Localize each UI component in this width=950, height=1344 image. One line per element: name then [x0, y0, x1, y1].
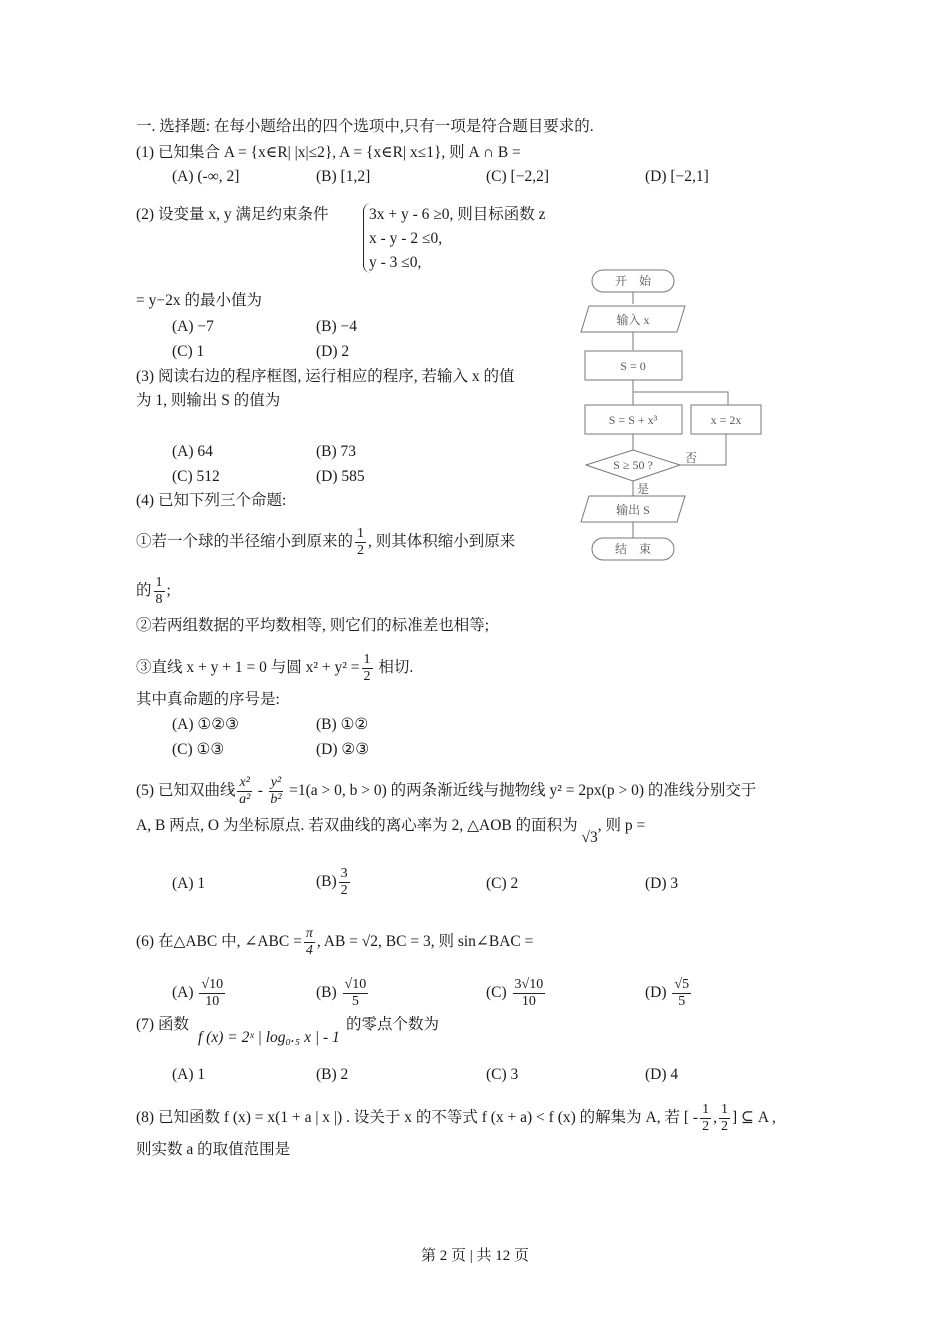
q3-text-cont: 为 1, 则输出 S 的值为 — [136, 392, 281, 409]
q4-option-b: (B) ①② — [316, 716, 369, 733]
q4-proposition-3 — [136, 652, 413, 685]
text: 的 — [136, 582, 152, 600]
denominator: 2 — [720, 1119, 728, 1134]
numerator: √10 — [201, 977, 224, 992]
numerator: 3√10 — [514, 977, 544, 992]
denominator: 5 — [678, 994, 686, 1009]
q4-p1-text-cont: , 则其体积缩小到原来 — [368, 533, 516, 551]
q7-option-b: (B) 2 — [316, 1066, 349, 1083]
text: , 则 p = — [597, 817, 646, 834]
text: - — [253, 782, 267, 800]
text: 相切. — [374, 659, 414, 677]
input-label: 输入 x — [616, 313, 650, 327]
label: (A) — [172, 984, 194, 1002]
sqrt-3: √3 — [581, 829, 598, 846]
q1-option-b: (B) [1,2] — [316, 168, 371, 185]
denominator: a² — [239, 792, 251, 807]
denominator: 10 — [205, 994, 220, 1009]
q7-option-c: (C) 3 — [486, 1066, 519, 1083]
q4-text: (4) 已知下列三个命题: — [136, 492, 287, 509]
q3-option-a: (A) 64 — [172, 443, 213, 460]
q3-option-b: (B) 73 — [316, 443, 357, 460]
text: ; — [166, 582, 171, 600]
q6-option-d — [645, 977, 693, 1010]
denominator: 5 — [351, 994, 359, 1009]
q5-option-d: (D) 3 — [645, 875, 679, 892]
q7-option-a: (A) 1 — [172, 1066, 206, 1083]
numerator: 1 — [155, 575, 163, 590]
q3-option-c: (C) 512 — [172, 468, 220, 485]
fraction — [304, 926, 315, 959]
q1-option-d: (D) [−2,1] — [645, 168, 709, 185]
numerator: 1 — [363, 652, 371, 667]
label: (B) — [316, 873, 337, 891]
init-label: S = 0 — [620, 359, 646, 373]
text: (6) 在△ABC 中, ∠ABC = — [136, 933, 302, 951]
fraction — [199, 977, 225, 1010]
q2-option-c: (C) 1 — [172, 343, 205, 360]
q4-option-d: (D) ②③ — [316, 741, 370, 758]
q8-text-cont: 则实数 a 的取值范围是 — [136, 1141, 291, 1158]
label: (D) — [645, 984, 667, 1002]
q3-option-d: (D) 585 — [316, 468, 365, 485]
condition-label: S ≥ 50 ? — [613, 458, 653, 472]
q2-text: (2) 设变量 x, y 满足约束条件 — [136, 206, 329, 223]
text: (5) 已知双曲线 — [136, 782, 236, 800]
text: (8) 已知函数 f (x) = x(1 + a | x |) . 设关于 x 的不等式 f (x + a) < f (x) 的解集为 A, 若 — [136, 1109, 680, 1127]
text: ③直线 x + y + 1 = 0 与圆 x² + y² = — [136, 659, 360, 677]
numerator: √10 — [344, 977, 367, 992]
page-footer: 第 2 页 | 共 12 页 — [420, 1248, 529, 1264]
q4-proposition-1-cont — [136, 575, 171, 608]
label: (C) — [486, 984, 507, 1002]
q4-proposition-2: ②若两组数据的平均数相等, 则它们的标准差也相等; — [136, 617, 490, 634]
denominator: 2 — [357, 543, 365, 558]
double-label: x = 2x — [710, 413, 742, 427]
q7-option-d: (D) 4 — [645, 1066, 679, 1083]
q8-text — [136, 1102, 776, 1135]
yes-label: 是 — [637, 482, 650, 496]
text: ] ⊆ A , — [731, 1109, 776, 1127]
q4-option-a: (A) ①②③ — [172, 716, 240, 733]
numerator: π — [305, 926, 313, 941]
q5-option-a: (A) 1 — [172, 875, 206, 892]
q5-text-cont — [136, 816, 646, 846]
q4-proposition-1 — [136, 526, 515, 559]
fraction — [339, 866, 350, 899]
text: , — [713, 1109, 717, 1127]
end-label: 结 束 — [614, 542, 652, 556]
q1-option-a: (A) (-∞, 2] — [172, 168, 240, 185]
q5-text — [136, 775, 756, 808]
update-label: S = S + x³ — [608, 413, 658, 427]
q6-option-b — [316, 977, 370, 1010]
q6-option-a — [172, 977, 227, 1010]
q7-text-cont: 的零点个数为 — [346, 1016, 440, 1033]
fraction — [513, 977, 546, 1010]
numerator: 1 — [357, 526, 365, 541]
denominator: b² — [270, 792, 282, 807]
text: A, B 两点, O 为坐标原点. 若双曲线的离心率为 2, △AOB 的面积为 — [136, 817, 578, 834]
q2-text-cont: = y−2x 的最小值为 — [136, 292, 262, 309]
denominator: 2 — [363, 669, 371, 684]
denominator: 4 — [305, 943, 313, 958]
fraction — [355, 526, 366, 559]
q4-p1-text: ①若一个球的半径缩小到原来的 — [136, 533, 354, 551]
fraction — [672, 977, 691, 1010]
numerator: 1 — [702, 1102, 710, 1117]
q6-text — [136, 926, 533, 959]
q6-option-c — [486, 977, 547, 1010]
q5-option-c: (C) 2 — [486, 875, 519, 892]
denominator: 8 — [155, 592, 163, 607]
denominator: 2 — [340, 883, 348, 898]
q2-option-a: (A) −7 — [172, 318, 214, 335]
q2-constraint-system — [363, 203, 546, 273]
q2-option-d: (D) 2 — [316, 343, 350, 360]
numerator: 3 — [340, 866, 348, 881]
q7-formula: f (x) = 2ˣ | log₀.₅ x | - 1 — [198, 1029, 340, 1046]
q4-option-c: (C) ①③ — [172, 741, 225, 758]
fraction — [269, 775, 283, 808]
fraction — [700, 1102, 711, 1135]
fraction — [237, 775, 251, 808]
fraction — [362, 652, 373, 685]
text: =1(a > 0, b > 0) 的两条渐近线与抛物线 y² = 2px(p > 0) 的准线分别交于 — [285, 782, 757, 800]
numerator: 1 — [720, 1102, 728, 1117]
q7-text: (7) 函数 — [136, 1016, 189, 1033]
program-flowchart — [575, 262, 775, 572]
output-label: 输出 S — [616, 503, 650, 517]
q1-text: (1) 已知集合 A = {x∈R| |x|≤2}, A = {x∈R| x≤1}, 则 A ∩ B = — [136, 144, 521, 161]
denominator: 2 — [702, 1119, 710, 1134]
start-label: 开 始 — [614, 274, 652, 288]
fraction — [154, 575, 165, 608]
text: [ - — [683, 1109, 699, 1127]
q2-option-b: (B) −4 — [316, 318, 358, 335]
numerator: √5 — [674, 977, 690, 992]
numerator: x² — [239, 775, 250, 790]
q5-option-b — [316, 866, 352, 899]
numerator: y² — [270, 775, 282, 790]
section-heading: 一. 选择题: 在每小题给出的四个选项中,只有一项是符合题目要求的. — [136, 118, 594, 135]
q3-text: (3) 阅读右边的程序框图, 运行相应的程序, 若输入 x 的值 — [136, 368, 515, 385]
label: (B) — [316, 984, 337, 1002]
q4-ask: 其中真命题的序号是: — [136, 691, 280, 708]
q2-constraint: 3x + y - 6 ≥0, 则目标函数 z — [369, 206, 546, 223]
fraction — [343, 977, 369, 1010]
text: , AB = √2, BC = 3, 则 sin∠BAC = — [316, 933, 534, 951]
q1-option-c: (C) [−2,2] — [486, 168, 549, 185]
q2-constraint: x - y - 2 ≤0, — [369, 230, 443, 247]
fraction — [719, 1102, 730, 1135]
no-label: 否 — [685, 451, 698, 465]
denominator: 10 — [521, 994, 536, 1009]
q2-constraint: y - 3 ≤0, — [369, 254, 422, 271]
